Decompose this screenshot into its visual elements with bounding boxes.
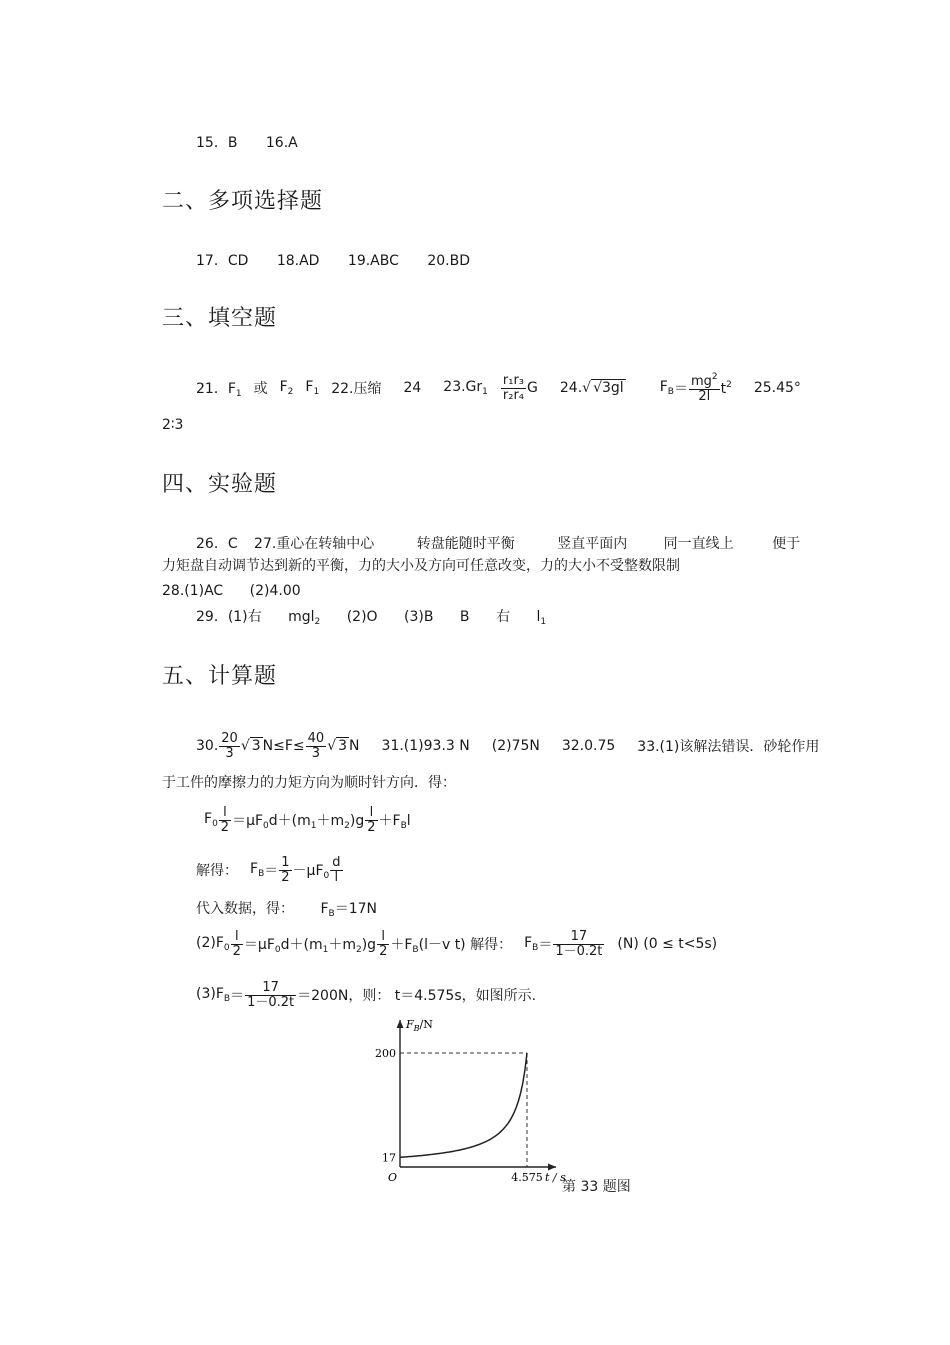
- answer-29-part4: B: [459, 609, 470, 625]
- eq2-frac-2: $\frac{d}{l}$: [332, 854, 341, 885]
- graph-layer: [375, 1018, 566, 1184]
- answer-29-part2: (2)O: [346, 609, 378, 625]
- eq4-frac-1: $\frac{l}{2}$: [232, 928, 241, 959]
- answer-30-inequality: N≤F≤: [262, 738, 305, 754]
- eq2-frac-1: $\frac{1}{2}$: [281, 854, 290, 885]
- answer-28-part1: 28.(1)AC: [162, 583, 224, 599]
- eq3-fb: $F_B=17N$: [320, 901, 377, 919]
- answer-23-fraction: $\frac{\text{r₁r₃}}{\text{r₂r₄}}$: [502, 372, 525, 403]
- figure-caption: 第 33 题图: [562, 1179, 631, 1195]
- series-curve: [400, 1053, 527, 1157]
- x-axis-label: t / s: [545, 1171, 566, 1184]
- answer-29-part6: $l_1$: [536, 609, 547, 627]
- answer-29-part3: (3)B: [404, 609, 434, 625]
- answer-27-part2: 转盘能随时平衡: [416, 536, 515, 552]
- y-tick-17: 17: [382, 1151, 396, 1165]
- answer-27: 27.重心在转轴中心: [254, 536, 375, 552]
- answer-line-28: [162, 583, 301, 599]
- eq4-mid: $=\mu F_0d+(m_1+m_2)g$: [243, 936, 377, 955]
- y-axis-label: $F_B/N$: [406, 1018, 433, 1033]
- answer-16: 16.A: [265, 135, 298, 151]
- answer-29-mgl: mgl$_2$: [288, 609, 321, 627]
- answer-30-frac-2: $\frac{40}{3}$: [307, 730, 325, 761]
- answer-28-part2: (2)4.00: [249, 583, 301, 599]
- eq4-pre: $(2)F_0$: [196, 935, 230, 953]
- answer-30: 30.: [196, 738, 219, 754]
- eq2-equals: ＝: [264, 863, 279, 879]
- section-heading-fill-in: 三、填空题: [162, 306, 278, 331]
- answer-22-value: 24: [403, 380, 422, 396]
- fb-tail: $t^2$: [720, 379, 732, 397]
- eq1-frac-2: $\frac{l}{2}$: [367, 804, 376, 835]
- f2-term: $F_2$: [279, 379, 294, 397]
- answer-line-21: [196, 366, 801, 410]
- answer-20: 20.BD: [427, 253, 470, 269]
- answer-15: 15．B: [196, 135, 238, 151]
- eq1-tail: $+F_Bl$: [378, 812, 411, 831]
- eq4-unit: (N) (0 ≤ t<5s): [617, 936, 718, 952]
- equation-part-2: [196, 924, 717, 964]
- eq2-label: 解得：: [196, 863, 238, 879]
- eq1-f0: $F_0$: [204, 811, 218, 829]
- answer-25-ratio: 2∶3: [162, 417, 184, 433]
- or-text: 或: [253, 381, 268, 397]
- answer-line-15: [196, 132, 298, 152]
- eq3-label: 代入数据，得：: [196, 901, 294, 917]
- eq5-rest: ＝200N，则： t＝4.575s，如图所示.: [297, 988, 537, 1004]
- answer-27-part5: 便于: [772, 536, 801, 552]
- eq4-equals: ＝: [538, 937, 553, 953]
- answer-18: 18.AD: [276, 253, 320, 269]
- answer-32: 32.0.75: [561, 738, 616, 754]
- eq1-mid: $=\mu F_0d+(m_1+m_2)g$: [232, 812, 365, 831]
- eq4-frac-2: $\frac{l}{2}$: [379, 928, 388, 959]
- answer-30-frac-1: $\frac{20}{3}$: [221, 730, 238, 761]
- fb-fraction: $\frac{mg^2}{2l}$: [690, 371, 718, 404]
- answer-17: 17．CD: [196, 253, 249, 269]
- answer-24: 24.: [559, 380, 583, 396]
- eq5-pre: $(3)F_B$: [196, 986, 231, 1004]
- equals-sign: ＝: [673, 381, 688, 397]
- answer-23: $23.Gr_1$: [443, 379, 488, 397]
- answer-30-sqrt-2: √ 3: [327, 738, 348, 754]
- answer-30-unit: N: [349, 738, 360, 754]
- y-tick-200: 200: [375, 1047, 396, 1060]
- answer-33: 33.(1)该解法错误．砂轮作用: [637, 739, 820, 755]
- answer-27-part4: 同一直线上: [663, 536, 734, 552]
- answer-27-part3: 竖直平面内: [557, 536, 628, 552]
- answer-31-part1: 31.(1)93.3 N: [381, 738, 470, 754]
- equation-moment-balance: [204, 800, 411, 840]
- answer-19: 19.ABC: [347, 253, 399, 269]
- eq5-equals: ＝: [230, 988, 245, 1004]
- x-axis-arrow: [548, 1164, 556, 1171]
- answer-30-sqrt-1: √ 3: [240, 738, 261, 754]
- answer-line-17: [196, 250, 470, 270]
- answer-24-sqrt: √ √3gl: [582, 380, 624, 396]
- origin-label: O: [388, 1171, 398, 1184]
- fb-formula: $F_B$: [659, 379, 674, 397]
- answer-33-continuation: 于工件的摩擦力的力矩方向为顺时针方向．得：: [162, 775, 456, 791]
- answer-line-30: [196, 726, 819, 766]
- answer-27-continuation: 力矩盘自动调节达到新的平衡，力的大小及方向可任意改变，力的大小不受整数限制: [162, 558, 680, 574]
- f1-term: $F_1$: [305, 379, 320, 397]
- eq5-frac: $\frac{17}{1-0.2t}$: [247, 979, 295, 1010]
- eq4-fb: $F_B$: [524, 935, 539, 953]
- section-heading-experiment: 四、实验题: [162, 472, 278, 497]
- answer-line-29: [196, 606, 546, 627]
- y-axis-arrow: [397, 1020, 404, 1028]
- answer-26: 26．C: [196, 536, 238, 552]
- answer-29: 29．(1)右: [196, 609, 262, 625]
- eq4-frac-3: $\frac{17}{1-0.2t}$: [555, 928, 603, 959]
- section-heading-multiple-choice: 二、多项选择题: [162, 189, 324, 214]
- answer-23-tail: G: [527, 380, 538, 396]
- eq1-frac-1: $\frac{l}{2}$: [220, 804, 230, 835]
- answer-21: 21．$F_1$: [196, 380, 242, 399]
- equation-substitute: [196, 898, 377, 919]
- answer-25: 25.45°: [753, 380, 801, 396]
- equation-solve-fb: [196, 850, 344, 890]
- eq4-tail: $+F_B(l-v$ t) 解得：: [390, 936, 513, 955]
- answer-22: 22.压缩: [331, 381, 382, 397]
- answer-29-part5: 右: [495, 609, 510, 625]
- answer-31-part2: (2)75N: [491, 738, 540, 754]
- x-tick-4575: 4.575: [511, 1171, 543, 1184]
- section-heading-calculation: 五、计算题: [162, 664, 278, 689]
- eq2-fb: $F_B$: [250, 861, 265, 879]
- eq2-mu: $-\mu F_0$: [292, 862, 330, 881]
- equation-part-3: [196, 975, 536, 1015]
- answer-line-26: [196, 533, 800, 553]
- fb-time-graph: [360, 1012, 660, 1197]
